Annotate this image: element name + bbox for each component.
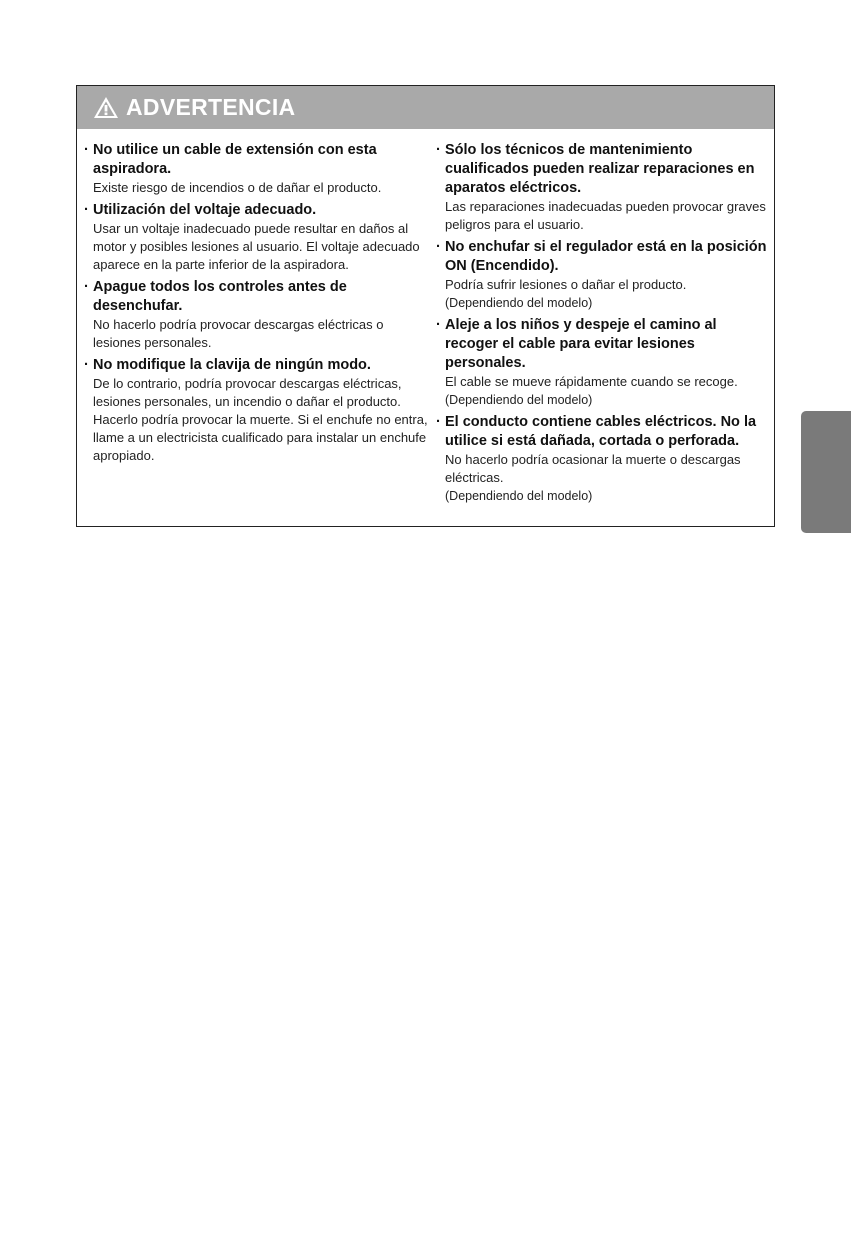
warning-item-heading: · Aleje a los niños y despeje el camino al recoger el cable para evitar lesiones personales.: [436, 316, 773, 373]
warning-item-heading: · El conducto contiene cables eléctricos. No la utilice si está dañada, cortada o perforada.: [436, 413, 773, 451]
warning-item: [436, 316, 773, 409]
warning-item-description: No hacerlo podría provocar descargas eléctricas o lesiones personales.: [93, 317, 384, 350]
warning-item-description: Usar un voltaje inadecuado puede resultar en daños al motor y posibles lesiones al usuario. El voltaje adecuado aparece en la parte inferior de la aspiradora.: [93, 221, 420, 272]
right-column: [436, 141, 773, 509]
warning-item-note: (Dependiendo del modelo): [445, 489, 593, 503]
warning-item: [436, 238, 773, 312]
warning-item-note: (Dependiendo del modelo): [445, 296, 593, 310]
warning-item: [84, 278, 429, 352]
warning-item: [436, 413, 773, 505]
warning-box: [76, 85, 775, 527]
warning-item-heading: · No enchufar si el regulador está en la posición ON (Encendido).: [436, 238, 773, 276]
warning-item-description: Las reparaciones inadecuadas pueden provocar graves peligros para el usuario.: [445, 199, 766, 232]
left-column: [84, 141, 429, 469]
warning-item-description: De lo contrario, podría provocar descargas eléctricas, lesiones personales, un incendio o dañar el producto. Hacerlo podría provocar la muerte. Si el enchufe no entra, llame a un electricista cualificado para instalar un enchufe apropiado.: [93, 376, 428, 463]
section-side-tab: [801, 411, 851, 533]
warning-item-heading: · No utilice un cable de extensión con esta aspiradora.: [84, 141, 429, 179]
warning-title: ADVERTENCIA: [126, 94, 296, 120]
warning-columns: [77, 129, 774, 526]
warning-item-heading: · Sólo los técnicos de mantenimiento cualificados pueden realizar reparaciones en aparatos eléctricos.: [436, 141, 773, 198]
warning-item: [84, 356, 429, 465]
warning-item-heading: · Apague todos los controles antes de desenchufar.: [84, 278, 429, 316]
warning-item-heading: · No modifique la clavija de ningún modo.: [84, 356, 429, 375]
warning-item-heading: · Utilización del voltaje adecuado.: [84, 201, 429, 220]
warning-item-description: Podría sufrir lesiones o dañar el producto.: [445, 277, 687, 292]
warning-item: [84, 201, 429, 274]
warning-item-note: (Dependiendo del modelo): [445, 393, 593, 407]
warning-item-description: Existe riesgo de incendios o de dañar el producto.: [93, 180, 382, 195]
warning-triangle-icon: [93, 96, 119, 119]
warning-item-description: No hacerlo podría ocasionar la muerte o descargas eléctricas.: [445, 452, 741, 485]
warning-item-description: El cable se mueve rápidamente cuando se recoge.: [445, 374, 738, 389]
warning-item: [84, 141, 429, 197]
warning-header: [77, 86, 774, 129]
warning-item: [436, 141, 773, 234]
